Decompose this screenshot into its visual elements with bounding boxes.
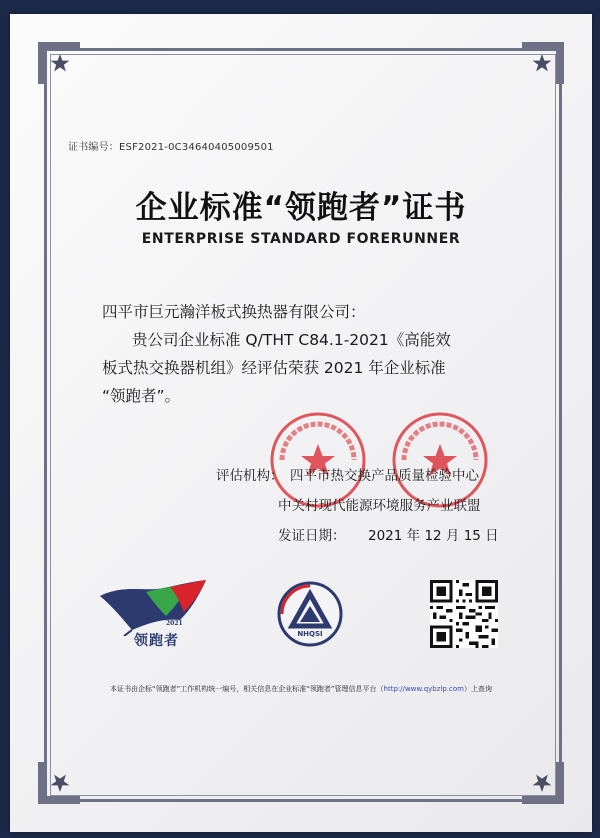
title-english: ENTERPRISE STANDARD FORERUNNER [141,231,461,247]
footer-prefix: 本证书由企标“领跑者”工作机构统一编号，相关信息在企业标准“领跑者”管理信息平台（ [110,685,384,693]
footer-note [10,684,592,694]
footer-url[interactable]: http://www.qybzlp.com [383,685,464,693]
forerunner-logo [94,578,212,656]
certificate-number-value: ESF2021-0C34640405009501 [119,142,274,153]
corner-star-icon [522,762,564,804]
forerunner-logo-year: 2021 [166,620,183,627]
footer-suffix: ）上查询 [464,685,492,693]
body-line-2: 贵公司企业标准 Q/THT C84.1-2021《高能效 [132,331,451,349]
title-chinese: 企业标准“领跑者”证书 [135,190,467,226]
issue-date: 2021 年 12 月 15 日 [368,528,499,544]
certificate-sheet [10,14,592,832]
qr-code[interactable] [430,580,498,648]
body-line-4: “领跑者”。 [102,387,181,405]
nhqsi-logo-text: NHQSI [297,630,323,638]
corner-star-icon [38,42,80,84]
nhqsi-logo [276,580,344,648]
corner-star-icon [522,42,564,84]
body-line-recipient: 四平市巨元瀚洋板式换热器有限公司： [102,303,366,321]
corner-star-icon [38,762,80,804]
forerunner-logo-name: 领跑者 [134,633,179,649]
evaluator-label: 评估机构： [216,468,284,484]
certificate-number-label: 证书编号： [68,142,119,153]
body-line-3: 板式热交换器机组》经评估荣获 2021 年企业标准 [102,359,446,377]
evaluator-1: 四平市热交换产品质量检验中心 [290,468,479,484]
certificate-number [68,138,274,153]
issue-date-label: 发证日期： [278,528,346,544]
evaluator-2: 中关村现代能源环境服务产业联盟 [278,498,481,514]
